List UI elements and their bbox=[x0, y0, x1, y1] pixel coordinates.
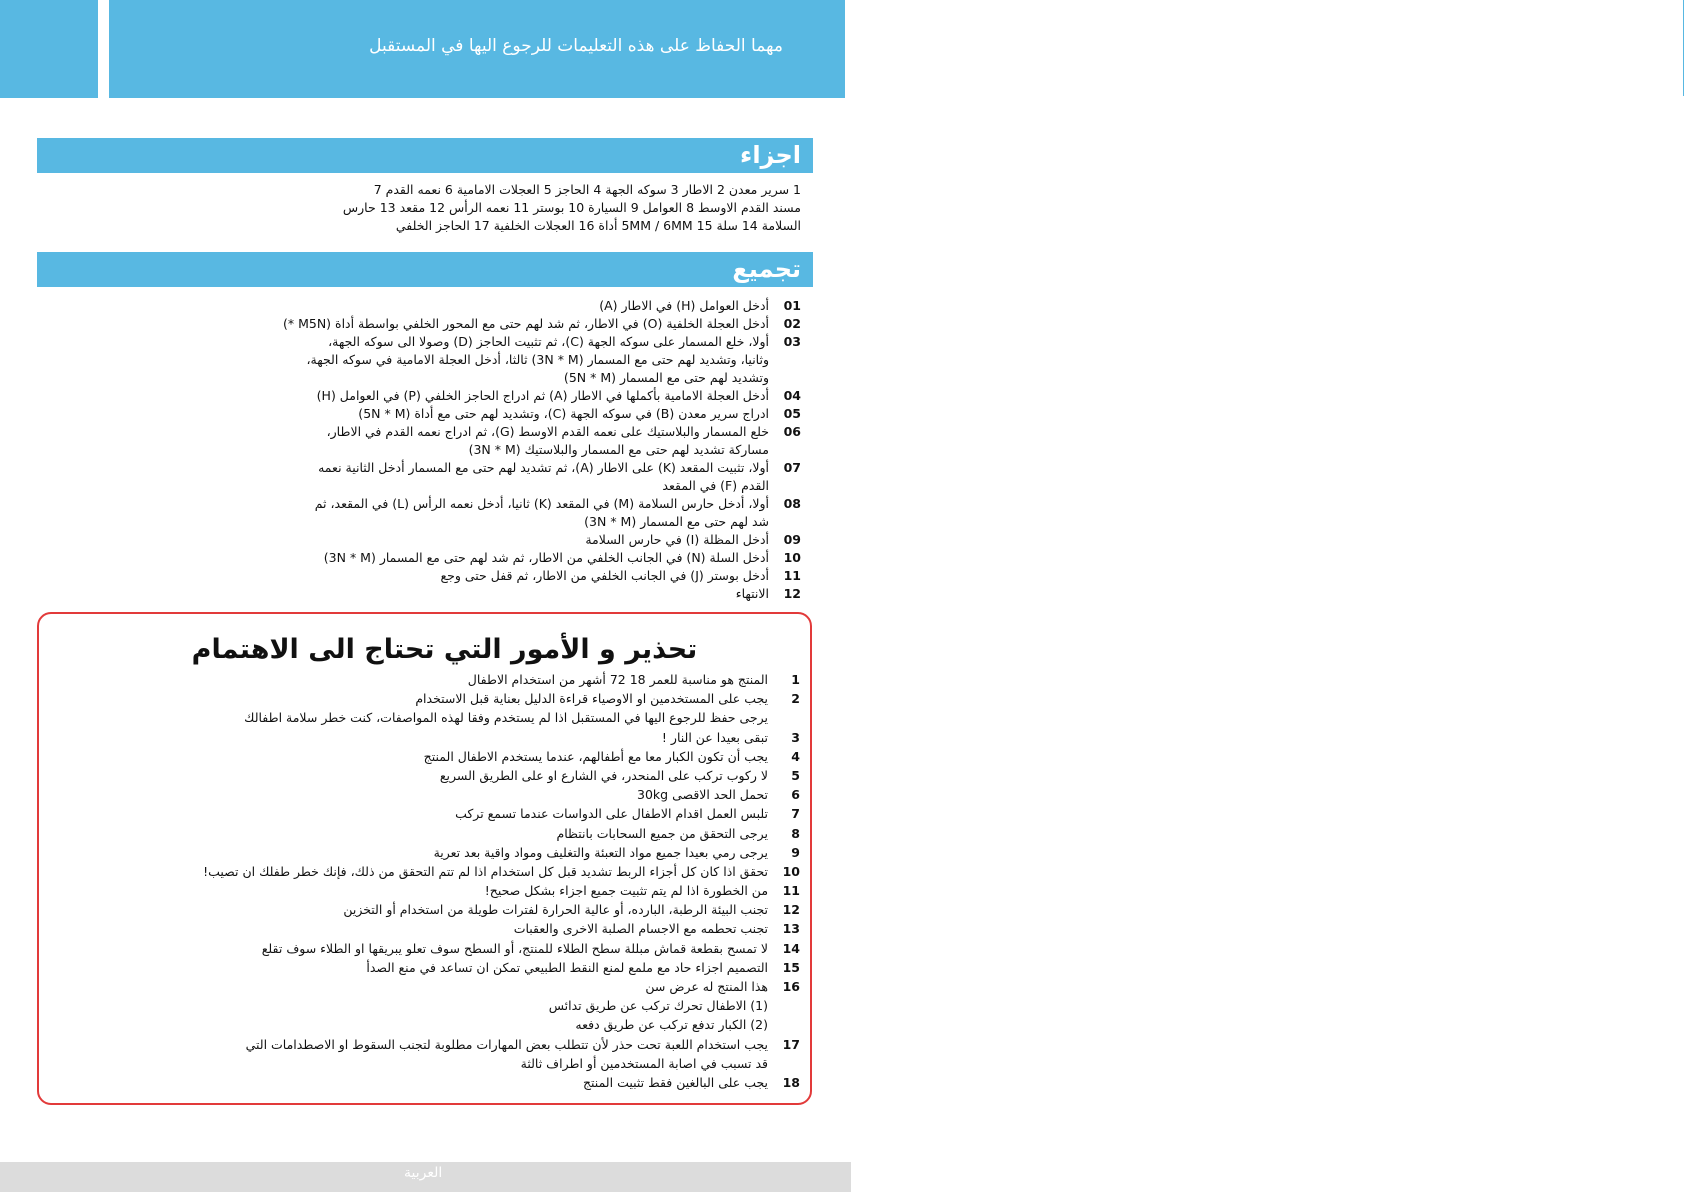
assembly-step-text: أدخل العجلة الخلفية (O) في الاطار، ثم شد لهم حتى مع المحور الخلفي بواسطة أداة (M5N *) bbox=[282, 316, 770, 331]
assembly-step-text: الانتهاء bbox=[735, 586, 770, 601]
assembly-step-number: 12 bbox=[783, 586, 801, 601]
warning-item-number: 7 bbox=[791, 806, 800, 822]
assembly-step-text: مساركة تشديد لهم حتى مع المسمار والبلاستيك (3N * M) bbox=[468, 442, 770, 457]
assembly-step bbox=[282, 315, 801, 333]
warning-item bbox=[239, 708, 800, 727]
warning-item-text: يجب على المستخدمين او الاوصياء قراءة الدليل بعناية قبل الاستخدام bbox=[415, 691, 769, 707]
assembly-step bbox=[290, 441, 801, 459]
assembly-step bbox=[290, 333, 801, 351]
header-banner bbox=[109, 0, 845, 98]
assembly-step-text: أدخل السلة (N) في الجانب الخلفي من الاطار، ثم شد لهم حتى مع المسمار (3N * M) bbox=[323, 550, 770, 565]
warning-item-text: يرجى رمي بعيدا جميع مواد التعبئة والتغليف ومواد واقية بعد تعرية bbox=[433, 844, 769, 860]
warning-item-text: (2) الكبار تدفع تركب عن طريق دفعه bbox=[575, 1017, 769, 1033]
assembly-step bbox=[290, 585, 801, 603]
warning-item bbox=[239, 843, 800, 862]
assembly-step bbox=[290, 297, 801, 315]
parts-line: السلامة 14 سلة 15 5MM / 6MM أداة 16 العجلات الخلفية 17 الحاجز الخلفي bbox=[395, 218, 801, 233]
warning-item-text: لا تمسح بقطعة قماش مبللة سطح الطلاء للمنتج، أو السطح سوف تعلو يبريقها او الطلاء سوف تقلع bbox=[261, 940, 769, 956]
warning-item bbox=[239, 996, 800, 1015]
warning-item-number: 13 bbox=[782, 921, 800, 937]
assembly-step bbox=[290, 477, 801, 495]
assembly-step-text: القدم (F) في المقعد bbox=[662, 478, 770, 493]
warning-item-text: من الخطورة اذا لم يتم تثبيت جميع اجزاء بشكل صحيح! bbox=[484, 883, 769, 899]
warning-item-number: 18 bbox=[782, 1074, 800, 1090]
page-edge-line bbox=[1683, 0, 1684, 96]
warning-item-text: (1) الاطفال تحرك تركب عن طريق تدائس bbox=[548, 998, 769, 1014]
assembly-step-number: 10 bbox=[783, 550, 801, 565]
warning-item bbox=[203, 862, 800, 881]
assembly-step-number: 03 bbox=[783, 334, 801, 349]
assembly-step bbox=[290, 369, 801, 387]
assembly-step-text: أدخل العوامل (H) في الاطار (A) bbox=[599, 298, 770, 313]
warning-item bbox=[239, 958, 800, 977]
warning-item-text: تلبس العمل اقدام الاطفال على الدواسات عندما تسمع تركب bbox=[455, 806, 769, 822]
assembly-step-number: 05 bbox=[783, 406, 801, 421]
assembly-step-text: أدخل بوستر (J) في الجانب الخلفي من الاطار، ثم قفل حتى وجع bbox=[440, 568, 770, 583]
warning-item bbox=[239, 689, 800, 708]
warning-item-number: 16 bbox=[782, 979, 800, 994]
warning-item-text: يرجى حفظ للرجوع اليها في المستقبل اذا لم يستخدم وفقا لهذه المواصفات، كنت خطر سلامة اطفالك bbox=[244, 710, 769, 726]
assembly-step bbox=[290, 423, 801, 441]
assembly-step-text: خلع المسمار والبلاستيك على نعمه القدم الاوسط (G)، ثم ادراج نعمه القدم في الاطار، bbox=[326, 424, 770, 439]
parts-line: 1 سرير معدن 2 الاطار 3 سوكه الجهة 4 الحاجز 5 العجلات الامامية 6 نعمه القدم 7 bbox=[373, 182, 801, 197]
assembly-step-number: 07 bbox=[783, 460, 801, 475]
parts-list bbox=[300, 181, 801, 235]
assembly-step-text: أولا، أدخل حارس السلامة (M) في المقعد (K) ثانيا، أدخل نعمه الرأس (L) في المقعد، ثم bbox=[314, 496, 770, 511]
warning-item bbox=[239, 939, 800, 958]
warning-item bbox=[239, 1035, 800, 1054]
assembly-step bbox=[290, 495, 801, 513]
assembly-step bbox=[290, 405, 801, 423]
warning-item-number: 4 bbox=[791, 748, 800, 764]
assembly-step bbox=[290, 459, 801, 477]
warning-item bbox=[239, 804, 800, 823]
warning-item bbox=[239, 1015, 800, 1034]
warning-item bbox=[239, 824, 800, 843]
warning-item-number: 12 bbox=[782, 902, 800, 918]
warning-item-number: 11 bbox=[782, 883, 800, 899]
parts-heading: اجزاء bbox=[37, 138, 813, 173]
header-side-block bbox=[0, 0, 98, 98]
warning-list bbox=[203, 670, 800, 1092]
warning-item-text: تحمل الحد الاقصى 30kg bbox=[637, 787, 769, 803]
warning-item bbox=[239, 1073, 800, 1092]
assembly-step-number: 06 bbox=[783, 424, 801, 439]
assembly-step bbox=[290, 549, 801, 567]
assembly-steps bbox=[282, 297, 801, 603]
assembly-step bbox=[290, 513, 801, 531]
warning-item-text: قد تسبب في اصابة المستخدمين أو اطراف ثالثة bbox=[520, 1055, 769, 1071]
warning-item bbox=[239, 766, 800, 785]
warning-title: تحذير و الأمور التي تحتاج الى الاهتمام bbox=[191, 634, 698, 665]
assembly-step-number: 01 bbox=[783, 298, 801, 313]
warning-item-text: لا ركوب تركب على المنحدر، في الشارع او على الطريق السريع bbox=[439, 767, 769, 783]
assembly-step-number: 11 bbox=[783, 568, 801, 583]
warning-item-text: يجب أن تكون الكبار معا مع أطفالهم، عندما يستخدم الاطفال المنتج bbox=[423, 748, 769, 764]
warning-item-text: التصميم اجزاء حاد مع ملمع لمنع النقط الطبيعي تمكن ان تساعد في منع الصدأ bbox=[366, 959, 769, 975]
warning-item-text: تجنب تحطمه مع الاجسام الصلبة الاخرى والعقبات bbox=[513, 921, 769, 937]
warning-item-number: 14 bbox=[782, 940, 800, 956]
warning-item-number: 17 bbox=[782, 1036, 800, 1052]
assembly-step-number: 08 bbox=[783, 496, 801, 511]
assembly-step bbox=[290, 567, 801, 585]
warning-item bbox=[239, 670, 800, 689]
warning-item-number: 10 bbox=[782, 863, 800, 879]
header-title: مهما الحفاظ على هذه التعليمات للرجوع اليها في المستقبل bbox=[369, 36, 783, 56]
assembly-step-number: 09 bbox=[783, 532, 801, 547]
warning-item bbox=[239, 728, 800, 747]
warning-item-text: يرجى التحقق من جميع السحابات بانتظام bbox=[556, 825, 769, 841]
assembly-step-text: أدخل المظلة (I) في حارس السلامة bbox=[585, 532, 770, 547]
warning-item-text: يجب على البالغين فقط تثبيت المنتج bbox=[582, 1074, 769, 1090]
warning-item-number: 8 bbox=[791, 825, 800, 841]
warning-item bbox=[239, 1054, 800, 1073]
assembly-step-text: أولا، تثبيت المقعد (K) على الاطار (A)، ثم تشديد لهم حتى مع المسمار أدخل الثانية نعمه bbox=[318, 460, 770, 475]
warning-item-number: 6 bbox=[791, 787, 800, 803]
warning-item bbox=[239, 919, 800, 938]
assembly-step bbox=[290, 387, 801, 405]
assembly-step-text: وثانيا، وتشديد لهم حتى مع المسمار (3N * M) ثالثا، أدخل العجلة الامامية في سوكه الجهة، bbox=[306, 352, 770, 367]
footer-language-label: العربية bbox=[404, 1165, 443, 1181]
assembly-step bbox=[290, 531, 801, 549]
warning-item-number: 15 bbox=[782, 959, 800, 975]
warning-item-number: 1 bbox=[791, 672, 800, 687]
parts-line: مسند القدم الاوسط 8 العوامل 9 السيارة 10 بوستر 11 نعمه الرأس 12 مقعد 13 حارس bbox=[342, 200, 801, 215]
assembly-step-text: وتشديد لهم حتى مع المسمار (5N * M) bbox=[563, 370, 770, 385]
warning-box bbox=[37, 612, 812, 1105]
warning-item-number: 5 bbox=[791, 767, 800, 783]
assembly-step-text: أولا، خلع المسمار على سوكه الجهة (C)، ثم تثبيت الحاجز (D) وصولا الى سوكه الجهة، bbox=[328, 334, 770, 349]
warning-item-number: 9 bbox=[791, 844, 800, 860]
warning-item bbox=[239, 900, 800, 919]
warning-item-text: تبقى بعيدا عن النار ! bbox=[661, 729, 769, 745]
warning-item-text: يجب استخدام اللعبة تحت حذر لأن تتطلب بعض المهارات مطلوبة لتجنب السقوط او الاصطدامات التي bbox=[245, 1036, 769, 1052]
assembly-heading: تجميع bbox=[37, 252, 813, 287]
warning-item-text: تجنب البيئة الرطبة، البارده، أو عالية الحرارة لفترات طويلة من استخدام أو التخزين bbox=[343, 902, 769, 918]
assembly-step bbox=[290, 351, 801, 369]
warning-item bbox=[239, 881, 800, 900]
warning-item-text: هذا المنتج له عرض سن bbox=[645, 979, 769, 994]
warning-item bbox=[239, 977, 800, 996]
warning-item bbox=[239, 785, 800, 804]
warning-item-number: 2 bbox=[791, 691, 800, 707]
assembly-step-text: أدخل العجلة الامامية بأكملها في الاطار (A) ثم ادراج الحاجز الخلفي (P) في العوامل (H) bbox=[316, 388, 770, 403]
warning-item-text: تحقق اذا كان كل أجزاء الربط تشديد قبل كل استخدام اذا لم تتم التحقق من ذلك، فإنك خطر طفلك ان تصيب! bbox=[203, 863, 769, 879]
warning-item-number: 3 bbox=[791, 729, 800, 745]
assembly-step-text: شد لهم حتى مع المسمار (3N * M) bbox=[584, 514, 770, 529]
assembly-step-number: 04 bbox=[783, 388, 801, 403]
warning-item-text: المنتج هو مناسبة للعمر 18 72 أشهر من استخدام الاطفال bbox=[467, 672, 769, 687]
warning-item bbox=[239, 747, 800, 766]
assembly-step-number: 02 bbox=[783, 316, 801, 331]
assembly-step-text: ادراج سرير معدن (B) في سوكه الجهة (C)، وتشديد لهم حتى مع أداة (5N * M) bbox=[358, 406, 770, 421]
